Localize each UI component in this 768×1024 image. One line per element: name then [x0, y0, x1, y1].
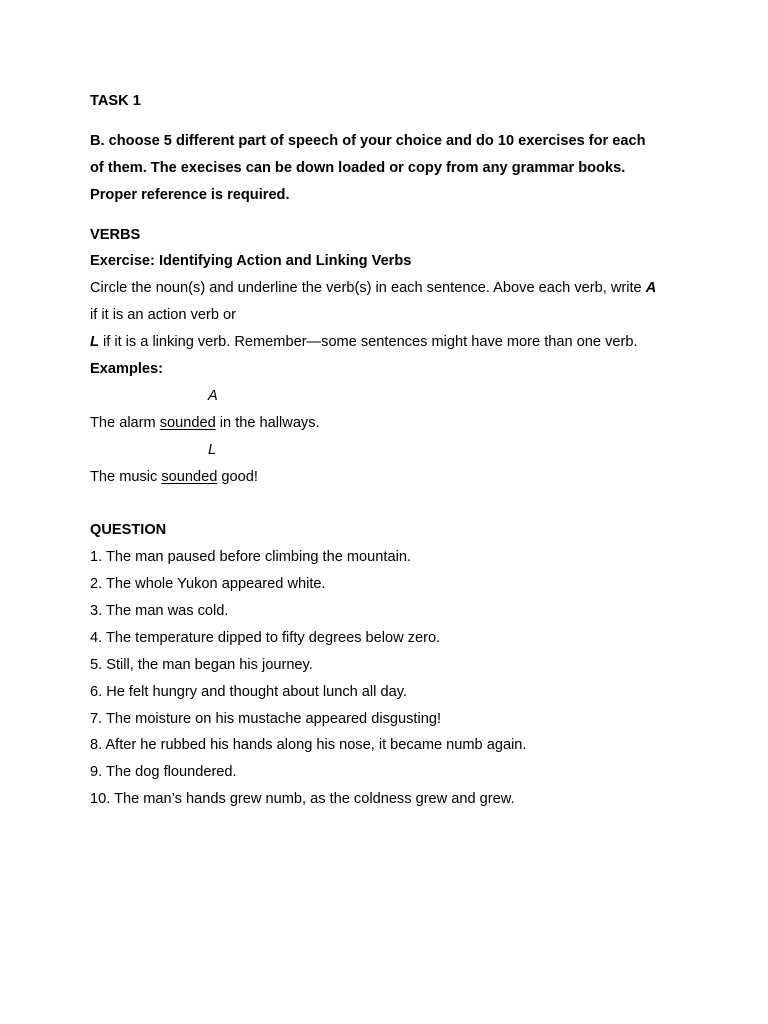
directions-line-1: [90, 275, 730, 302]
instruction-line-2: of them. The execises can be down loaded or copy from any grammar books.: [90, 159, 626, 176]
question-item: 10. The man’s hands grew numb, as the coldness grew and grew.: [90, 791, 515, 808]
question-item: 8. After he rubbed his hands along his nose, it became numb again.: [90, 737, 527, 754]
question-item: 5. Still, the man began his journey.: [90, 656, 313, 673]
section-heading: VERBS: [90, 226, 141, 243]
example-text: The music: [90, 468, 162, 485]
linking-letter: L: [90, 334, 99, 351]
document-page: [90, 88, 730, 813]
action-letter: A: [645, 280, 657, 297]
instruction-line-1: B. choose 5 different part of speech of your choice and do 10 exercises for each: [90, 132, 646, 149]
question-item: 2. The whole Yukon appeared white.: [90, 576, 326, 593]
instruction-line-3: Proper reference is required.: [90, 186, 290, 203]
question-item: 1. The man paused before climbing the mountain.: [90, 549, 411, 566]
example-sentence: [90, 464, 730, 491]
task-title: TASK 1: [90, 93, 141, 109]
example-text: in the hallways.: [215, 414, 320, 431]
examples-label: Examples:: [90, 361, 164, 378]
example-verb: sounded: [159, 414, 216, 431]
example-verb: sounded: [161, 468, 218, 485]
question-item: 9. The dog floundered.: [90, 764, 237, 781]
directions-line-2: if it is an action verb or: [90, 307, 237, 324]
directions-line-3: [90, 329, 730, 356]
example-marker: L: [208, 441, 217, 458]
exercise-title: Exercise: Identifying Action and Linking Verbs: [90, 253, 412, 270]
directions-text: Circle the noun(s) and underline the verb(s) in each sentence. Above each verb, write: [90, 280, 646, 297]
example-sentence: [90, 410, 730, 437]
question-item: 3. The man was cold.: [90, 603, 229, 620]
question-item: 6. He felt hungry and thought about lunch all day.: [90, 683, 407, 700]
example-text: The alarm: [90, 414, 160, 431]
question-heading: QUESTION: [90, 522, 167, 539]
example-marker: A: [208, 387, 218, 404]
question-item: 7. The moisture on his mustache appeared disgusting!: [90, 710, 441, 727]
example-text: good!: [217, 468, 258, 485]
directions-text: if it is a linking verb. Remember—some sentences might have more than one verb.: [98, 334, 638, 351]
question-item: 4. The temperature dipped to fifty degrees below zero.: [90, 629, 441, 646]
